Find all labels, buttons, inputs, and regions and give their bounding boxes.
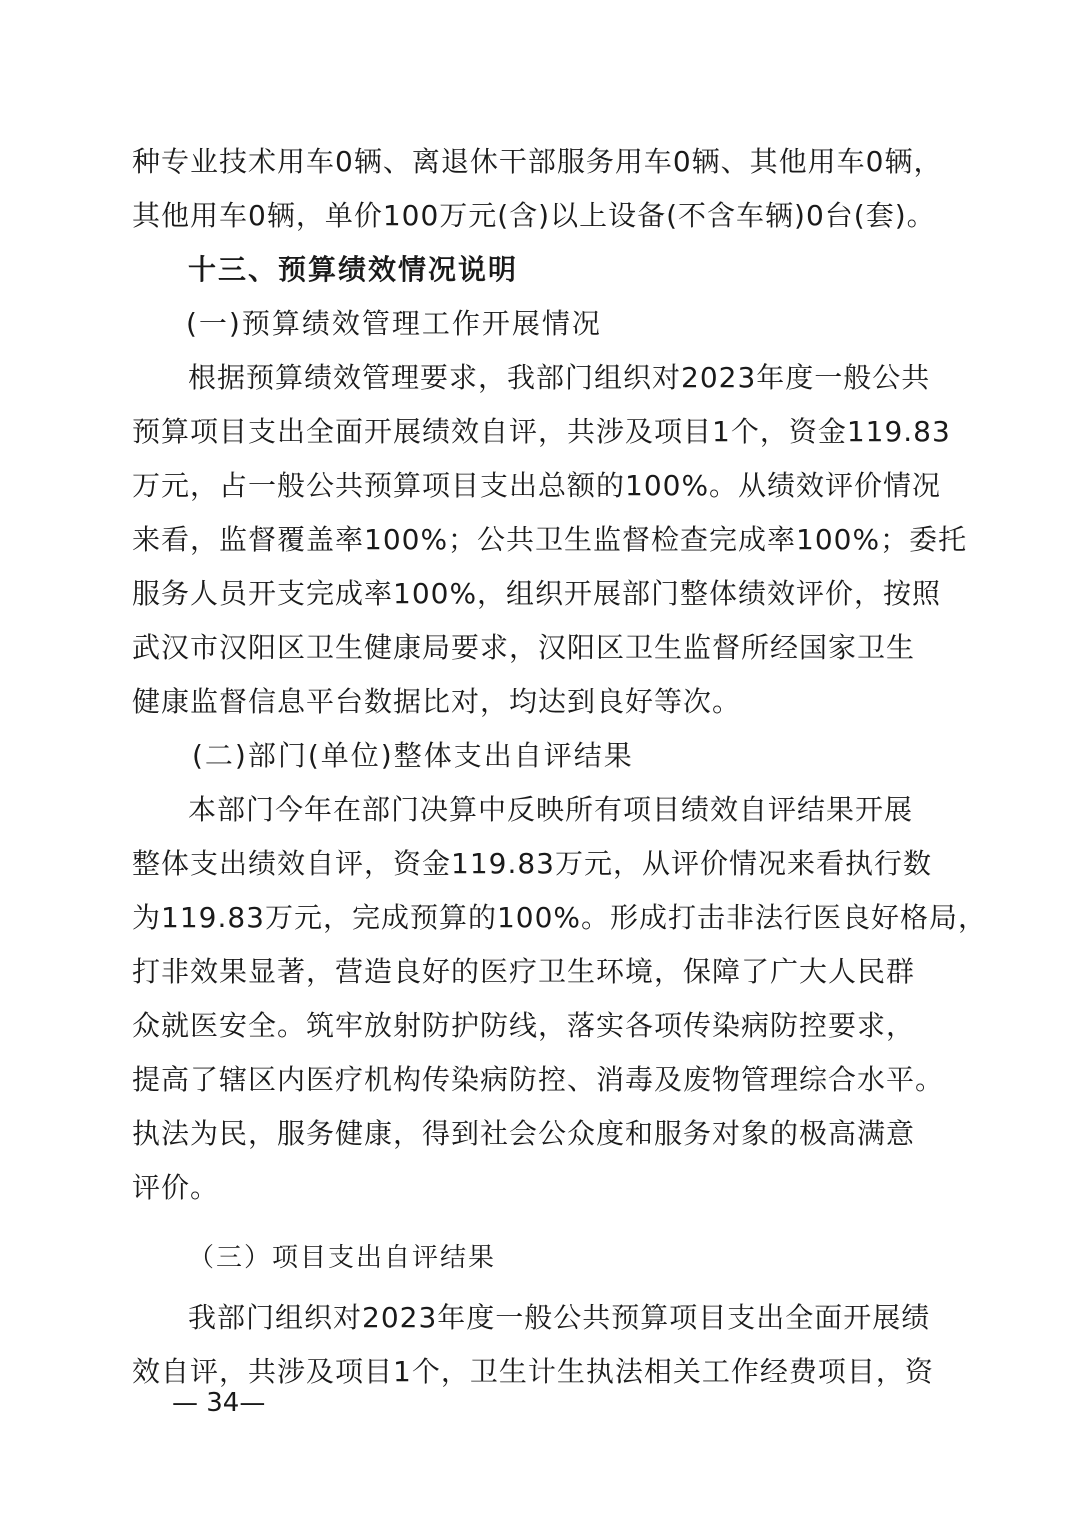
- subsection-heading: (一)预算绩效管理工作开展情况: [186, 307, 602, 340]
- body-line: 我部门组织对2023年度一般公共预算项目支出全面开展绩: [188, 1301, 931, 1334]
- body-line: 评价。: [132, 1171, 220, 1204]
- body-line: 为119.83万元，完成预算的100%。形成打击非法行医良好格局，: [132, 901, 988, 934]
- body-line: 种专业技术用车0辆、离退休干部服务用车0辆、其他用车0辆，: [132, 145, 943, 178]
- subsection-heading: （三）项目支出自评结果: [188, 1243, 497, 1273]
- section-heading: 十三、预算绩效情况说明: [188, 253, 519, 286]
- body-line: 根据预算绩效管理要求，我部门组织对2023年度一般公共: [188, 361, 931, 394]
- body-line: 万元，占一般公共预算项目支出总额的100%。从绩效评价情况: [132, 469, 942, 502]
- body-line: 打非效果显著，营造良好的医疗卫生环境，保障了广大人民群: [132, 955, 916, 988]
- body-line: 本部门今年在部门决算中反映所有项目绩效自评结果开展: [188, 793, 914, 826]
- body-line: 服务人员开支完成率100%，组织开展部门整体绩效评价，按照: [132, 577, 942, 610]
- body-line: 提高了辖区内医疗机构传染病防控、消毒及废物管理综合水平。: [132, 1063, 945, 1096]
- subsection-heading: (二)部门(单位)整体支出自评结果: [192, 739, 634, 772]
- body-line: 健康监督信息平台数据比对，均达到良好等次。: [132, 685, 742, 718]
- body-line: 众就医安全。筑牢放射防护防线，落实各项传染病防控要求，: [132, 1009, 916, 1042]
- body-line: 整体支出绩效自评，资金119.83万元，从评价情况来看执行数: [132, 847, 932, 880]
- body-line: 预算项目支出全面开展绩效自评，共涉及项目1个，资金119.83: [132, 415, 951, 448]
- body-line: 效自评，共涉及项目1个，卫生计生执法相关工作经费项目，资: [132, 1355, 934, 1388]
- page-number: — 34—: [172, 1388, 266, 1418]
- body-line: 执法为民，服务健康，得到社会公众度和服务对象的极高满意: [132, 1117, 916, 1150]
- body-line: 武汉市汉阳区卫生健康局要求，汉阳区卫生监督所经国家卫生: [132, 631, 916, 664]
- body-line: 来看，监督覆盖率100%；公共卫生监督检查完成率100%；委托: [132, 523, 968, 556]
- body-line: 其他用车0辆，单价100万元(含)以上设备(不含车辆)0台(套)。: [132, 199, 936, 232]
